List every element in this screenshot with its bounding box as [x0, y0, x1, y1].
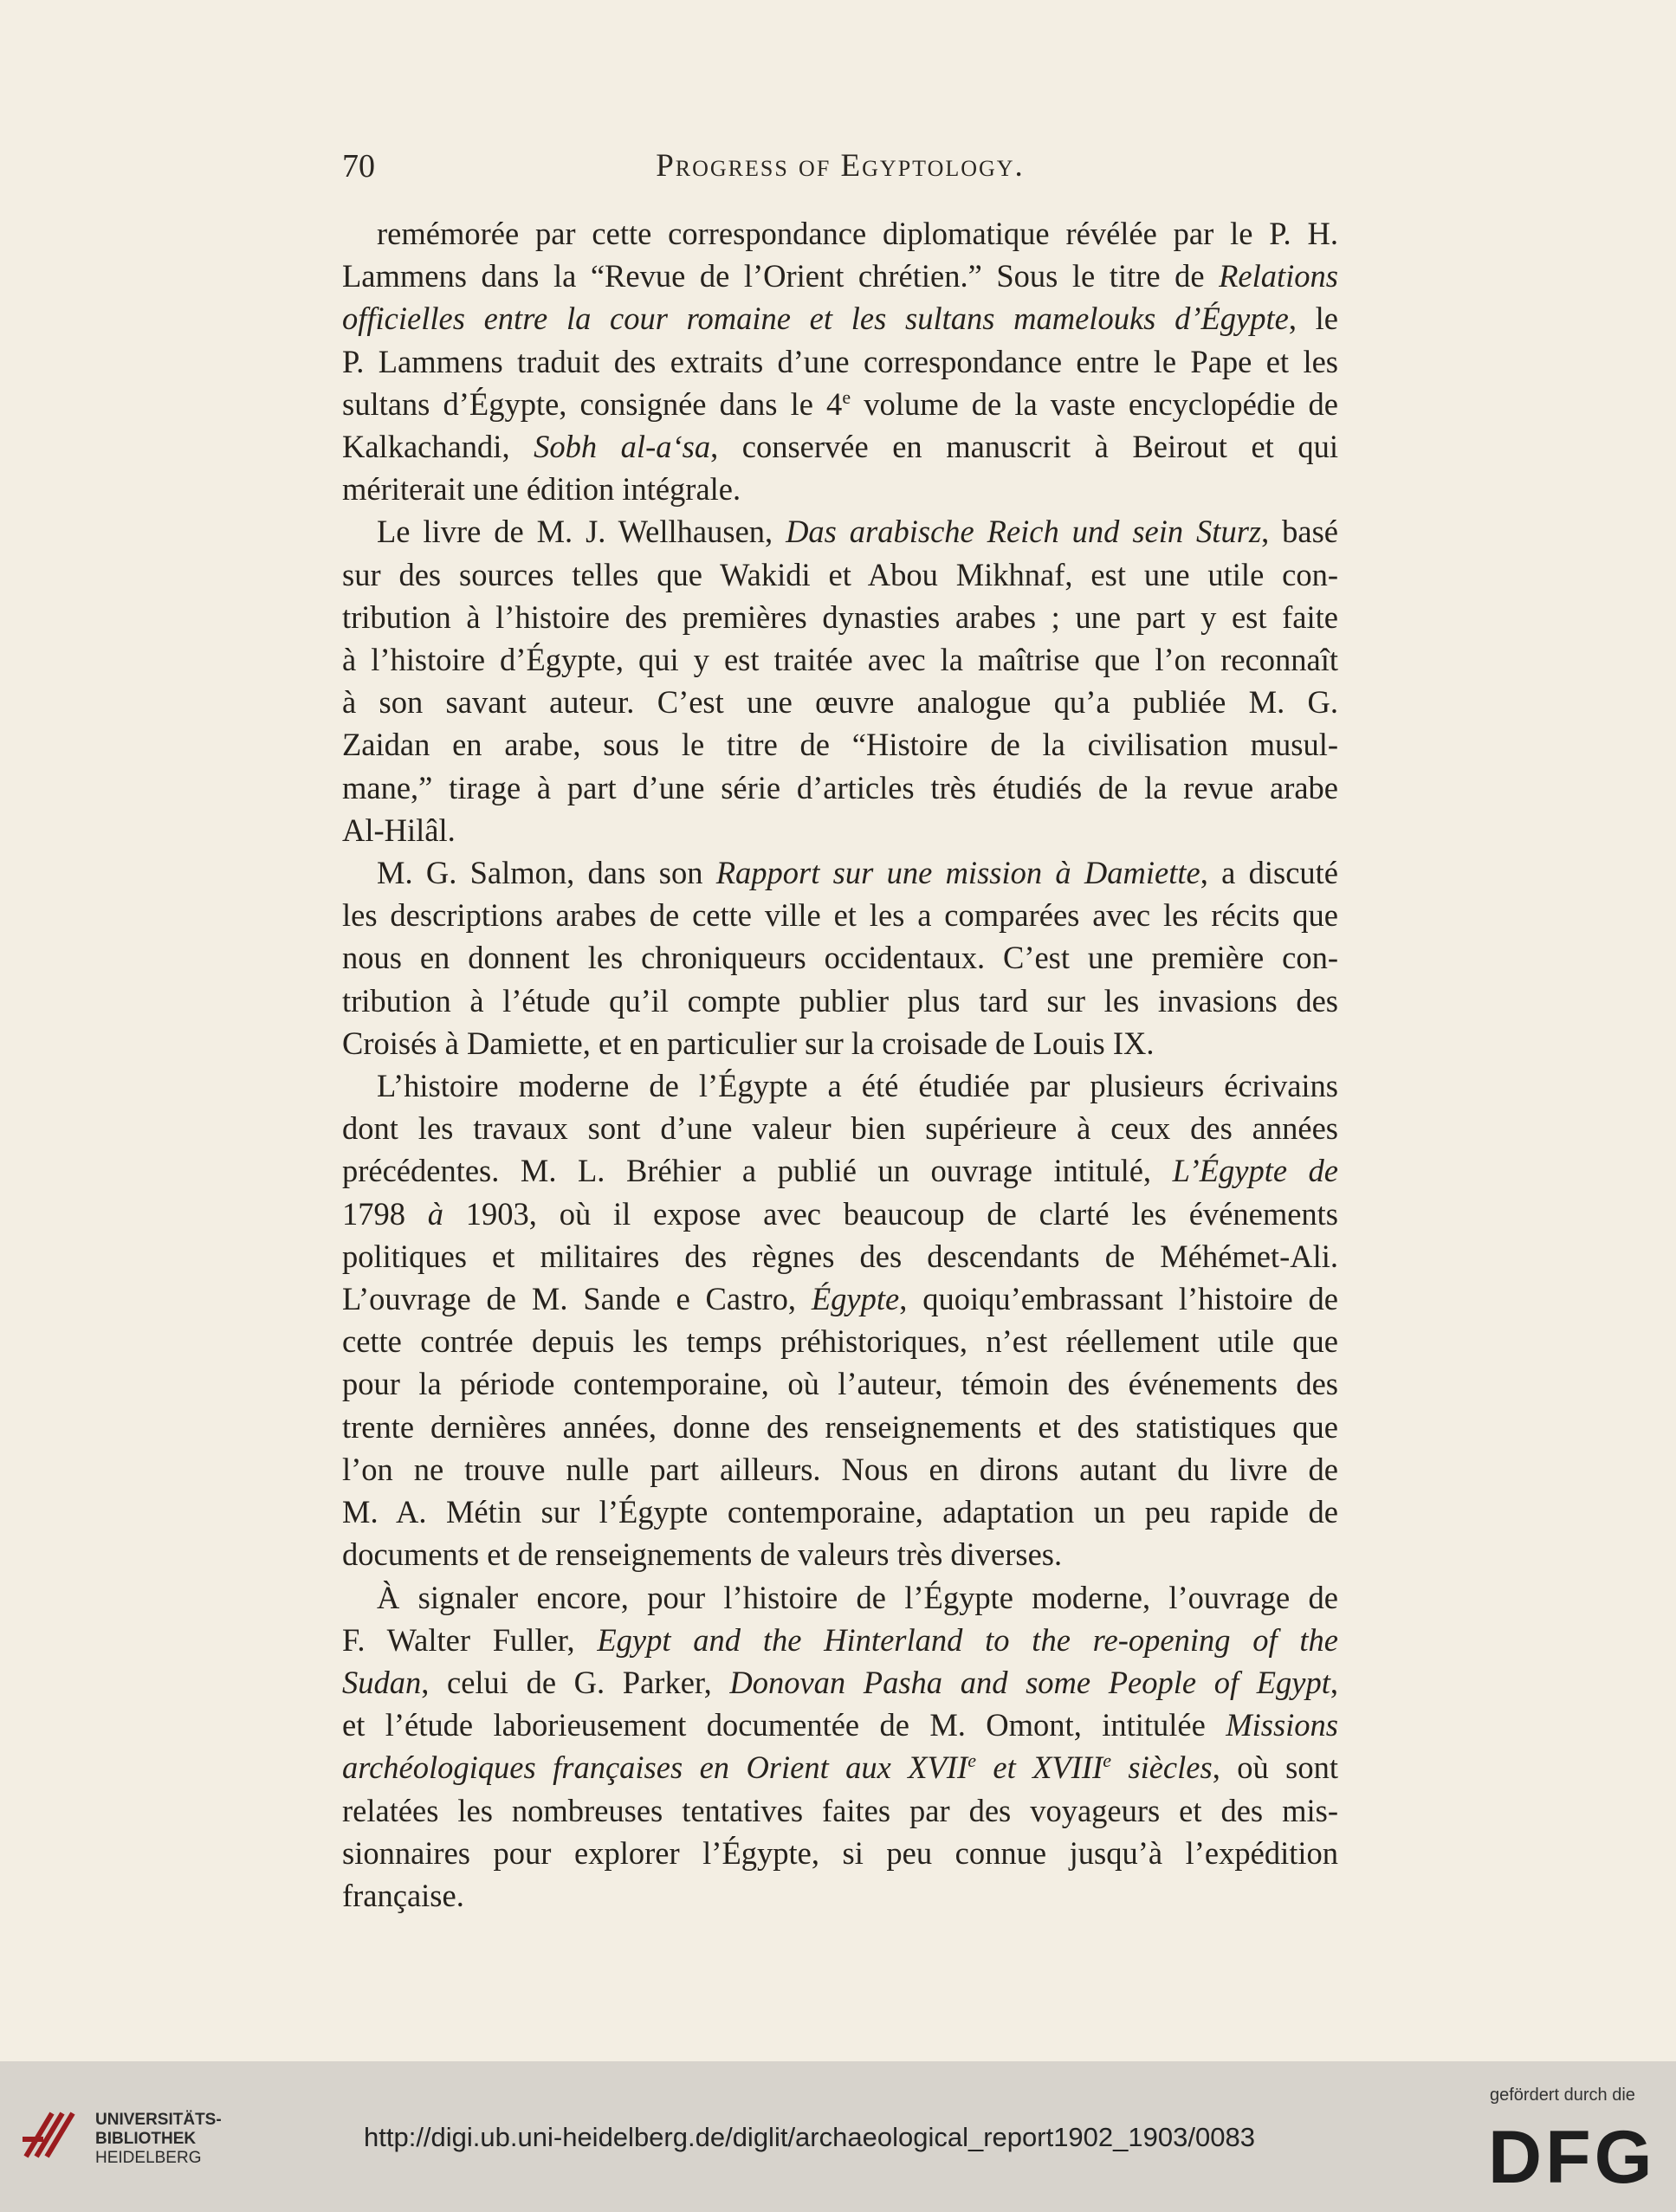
text-line: dont les travaux sont d’une valeur bien supérieure à ceux des années: [342, 1110, 1338, 1147]
text-line: Lammens dans la “Revue de l’Orient chrétien.” Sous le titre de Relations: [342, 258, 1338, 294]
text-line: F. Walter Fuller, Egypt and the Hinterland to the re-opening of the: [342, 1621, 1338, 1658]
text-line: tribution à l’histoire des premières dynasties arabes ; une part y est faite: [342, 598, 1338, 635]
text-line: archéologiques françaises en Orient aux XVIIe et XVIIIe siècles, où sont: [342, 1750, 1338, 1786]
text-line: nous en donnent les chroniqueurs occidentaux. C’est une première con-: [342, 940, 1338, 976]
text-line: Sudan, celui de G. Parker, Donovan Pasha and some People of Egypt,: [342, 1664, 1338, 1700]
text-line: française.: [342, 1877, 464, 1913]
footer-bar: [0, 2061, 1676, 2212]
text-line: Kalkachandi, Sobh al-a‘sa, conservée en manuscrit à Beirout et qui: [342, 429, 1338, 465]
text-line: pour la période contemporaine, où l’auteur, témoin des événements des: [342, 1366, 1338, 1402]
text-line: relatées les nombreuses tentatives faites par des voyageurs et des mis-: [342, 1792, 1338, 1828]
paragraph: [342, 212, 1338, 510]
text-line: M. A. Métin sur l’Égypte contemporaine, adaptation un peu rapide de: [342, 1494, 1338, 1530]
text-line: mane,” tirage à part d’une série d’articles très étudiés de la revue arabe: [342, 769, 1338, 805]
text-line: L’ouvrage de M. Sande e Castro, Égypte, quoiqu’embrassant l’histoire de: [342, 1281, 1338, 1317]
library-name-line: HEIDELBERG: [95, 2149, 202, 2167]
text-line: politiques et militaires des règnes des descendants de Méhémet-Ali.: [342, 1238, 1338, 1274]
paragraph: [342, 1576, 1338, 1918]
paragraph: [342, 1064, 1338, 1575]
library-name-line: UNIVERSITÄTS-: [95, 2111, 222, 2129]
text-line: sultans d’Égypte, consignée dans le 4e volume de la vaste encyclopédie de: [342, 385, 1338, 422]
text-line: précédentes. M. L. Bréhier a publié un ouvrage intitulé, L’Égypte de: [342, 1153, 1339, 1189]
text-line: Zaidan en arabe, sous le titre de “Histoire de la civilisation musul-: [342, 727, 1338, 763]
text-line: et l’étude laborieusement documentée de M. Omont, intitulée Missions: [342, 1707, 1338, 1743]
university-library-name: [95, 2111, 222, 2168]
dfg-logo: DFG: [1488, 2116, 1656, 2199]
funding-text: gefördert durch die: [1490, 2086, 1635, 2105]
text-line: les descriptions arabes de cette ville et les a comparées avec les récits que: [342, 897, 1338, 934]
text-line: L’histoire moderne de l’Égypte a été étudiée par plusieurs écrivains: [377, 1068, 1338, 1104]
paragraph: [342, 510, 1338, 851]
library-name-line: BIBLIOTHEK: [95, 2130, 197, 2148]
text-line: M. G. Salmon, dans son Rapport sur une mission à Damiette, a discuté: [377, 855, 1339, 891]
university-library-logo-icon: [17, 2105, 78, 2165]
body-text: [342, 212, 1338, 1917]
text-line: Al-Hilâl.: [342, 812, 456, 848]
text-line: remémorée par cette correspondance diplomatique révélée par le P. H.: [377, 216, 1338, 251]
text-line: officielles entre la cour romaine et les sultans mamelouks d’Égypte, le: [342, 301, 1338, 337]
text-line: l’on ne trouve nulle part ailleurs. Nous en dirons autant du livre de: [342, 1451, 1338, 1487]
text-line: P. Lammens traduit des extraits d’une correspondance entre le Pape et les: [342, 343, 1338, 379]
text-line: tribution à l’étude qu’il compte publier plus tard sur les invasions des: [342, 982, 1338, 1019]
text-line: à l’histoire d’Égypte, qui y est traitée avec la maîtrise que l’on reconnaît: [342, 642, 1338, 678]
text-line: 1798 à 1903, où il expose avec beaucoup de clarté les événements: [342, 1195, 1339, 1232]
text-line: Le livre de M. J. Wellhausen, Das arabische Reich und sein Sturz, basé: [377, 514, 1339, 550]
paragraph: [342, 851, 1338, 1064]
text-line: mériterait une édition intégrale.: [342, 471, 741, 508]
text-line: sionnaires pour explorer l’Égypte, si peu connue jusqu’à l’expédition: [342, 1834, 1338, 1871]
text-line: À signaler encore, pour l’histoire de l’Égypte moderne, l’ouvrage de: [377, 1579, 1338, 1615]
running-title: Progress of Egyptology.: [656, 148, 1025, 184]
text-line: documents et de renseignements de valeurs très diverses.: [342, 1536, 1063, 1573]
page-header: [342, 147, 1338, 191]
text-line: sur des sources telles que Wakidi et Abou Mikhnaf, est une utile con-: [342, 556, 1338, 592]
text-line: cette contrée depuis les temps préhistoriques, n’est réellement utile que: [342, 1323, 1338, 1360]
page-number: 70: [342, 148, 375, 184]
source-url-link[interactable]: http://digi.ub.uni-heidelberg.de/diglit/archaeological_report1902_1903/0083: [364, 2122, 1255, 2152]
text-line: à son savant auteur. C’est une œuvre analogue qu’a publiée M. G.: [342, 684, 1338, 721]
text-line: trente dernières années, donne des renseignements et des statistiques que: [342, 1408, 1338, 1445]
text-line: Croisés à Damiette, et en particulier sur la croisade de Louis IX.: [342, 1025, 1155, 1061]
